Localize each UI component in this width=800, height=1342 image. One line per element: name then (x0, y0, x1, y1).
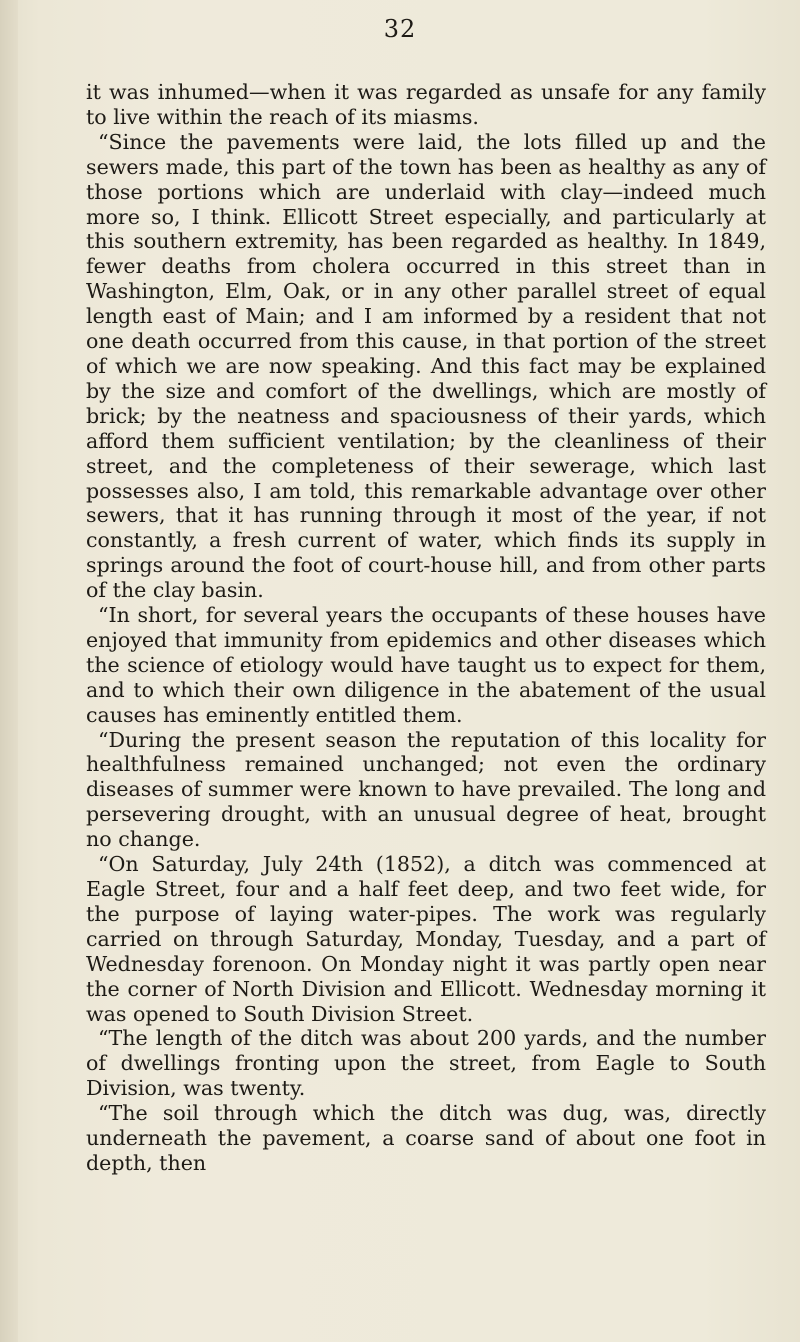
page-number: 32 (383, 15, 417, 43)
paragraph-ditch-length: “The length of the ditch was about 200 yards, and the number of dwellings fronting upon the street, from Eagle to South Division, was twenty. (86, 1026, 766, 1101)
paragraph-immunity: “In short, for several years the occupants of these houses have enjoyed that immunity from epidemics and other diseases which the science of etiology would have taught us to expect for them, and to which their own diligence in the abatement of the usual causes has eminently entitled them. (86, 603, 766, 727)
paragraph-soil: “The soil through which the ditch was dug, was, directly underneath the pavement, a coarse sand of about one foot in depth, then (86, 1101, 766, 1175)
paragraph-pavements: “Since the pavements were laid, the lots filled up and the sewers made, this part of the town has been as healthy as any of those portions which are underlaid with clay—indeed much more so, I think. Ellicott Street especially, and particularly at this southern extremity, has been regarded as healthy. In 1849, fewer deaths from cholera occurred in this street than in Washington, Elm, Oak, or in any other parallel street of equal length east of Main; and I am informed by a resident that not one death occurred from this cause, in that portion of the street of which we are now speaking. And this fact may be explained by the size and comfort of the dwellings, which are mostly of brick; by the neatness and spaciousness of their yards, which afford them sufficient ventilation; by the cleanliness of their street, and the completeness of their sewerage, which last possesses also, I am told, this remarkable advantage over other sewers, that it has running through it most of the year, if not constantly, a fresh current of water, which finds its supply in springs around the foot of court-house hill, and from other parts of the clay basin. (86, 129, 766, 603)
body-text (86, 80, 766, 1176)
page-gutter (0, 0, 18, 1342)
paragraph-ditch-commenced: “On Saturday, July 24th (1852), a ditch was commenced at Eagle Street, four and a half feet deep, and two feet wide, for the purpose of laying water-pipes. The work was regularly carried on through Saturday, Monday, Tuesday, and a part of Wednesday forenoon. On Monday night it was partly open near the corner of North Division and Ellicott. Wednesday morning it was opened to South Division Street. (86, 852, 766, 1026)
paragraph-present-season: “During the present season the reputation of this locality for healthfulness remained unchanged; not even the ordinary diseases of summer were known to have prevailed. The long and persevering drought, with an unusual degree of heat, brought no change. (86, 727, 766, 852)
paragraph-continuation: it was inhumed—when it was regarded as unsafe for any family to live within the reach of its miasms. (86, 80, 766, 129)
